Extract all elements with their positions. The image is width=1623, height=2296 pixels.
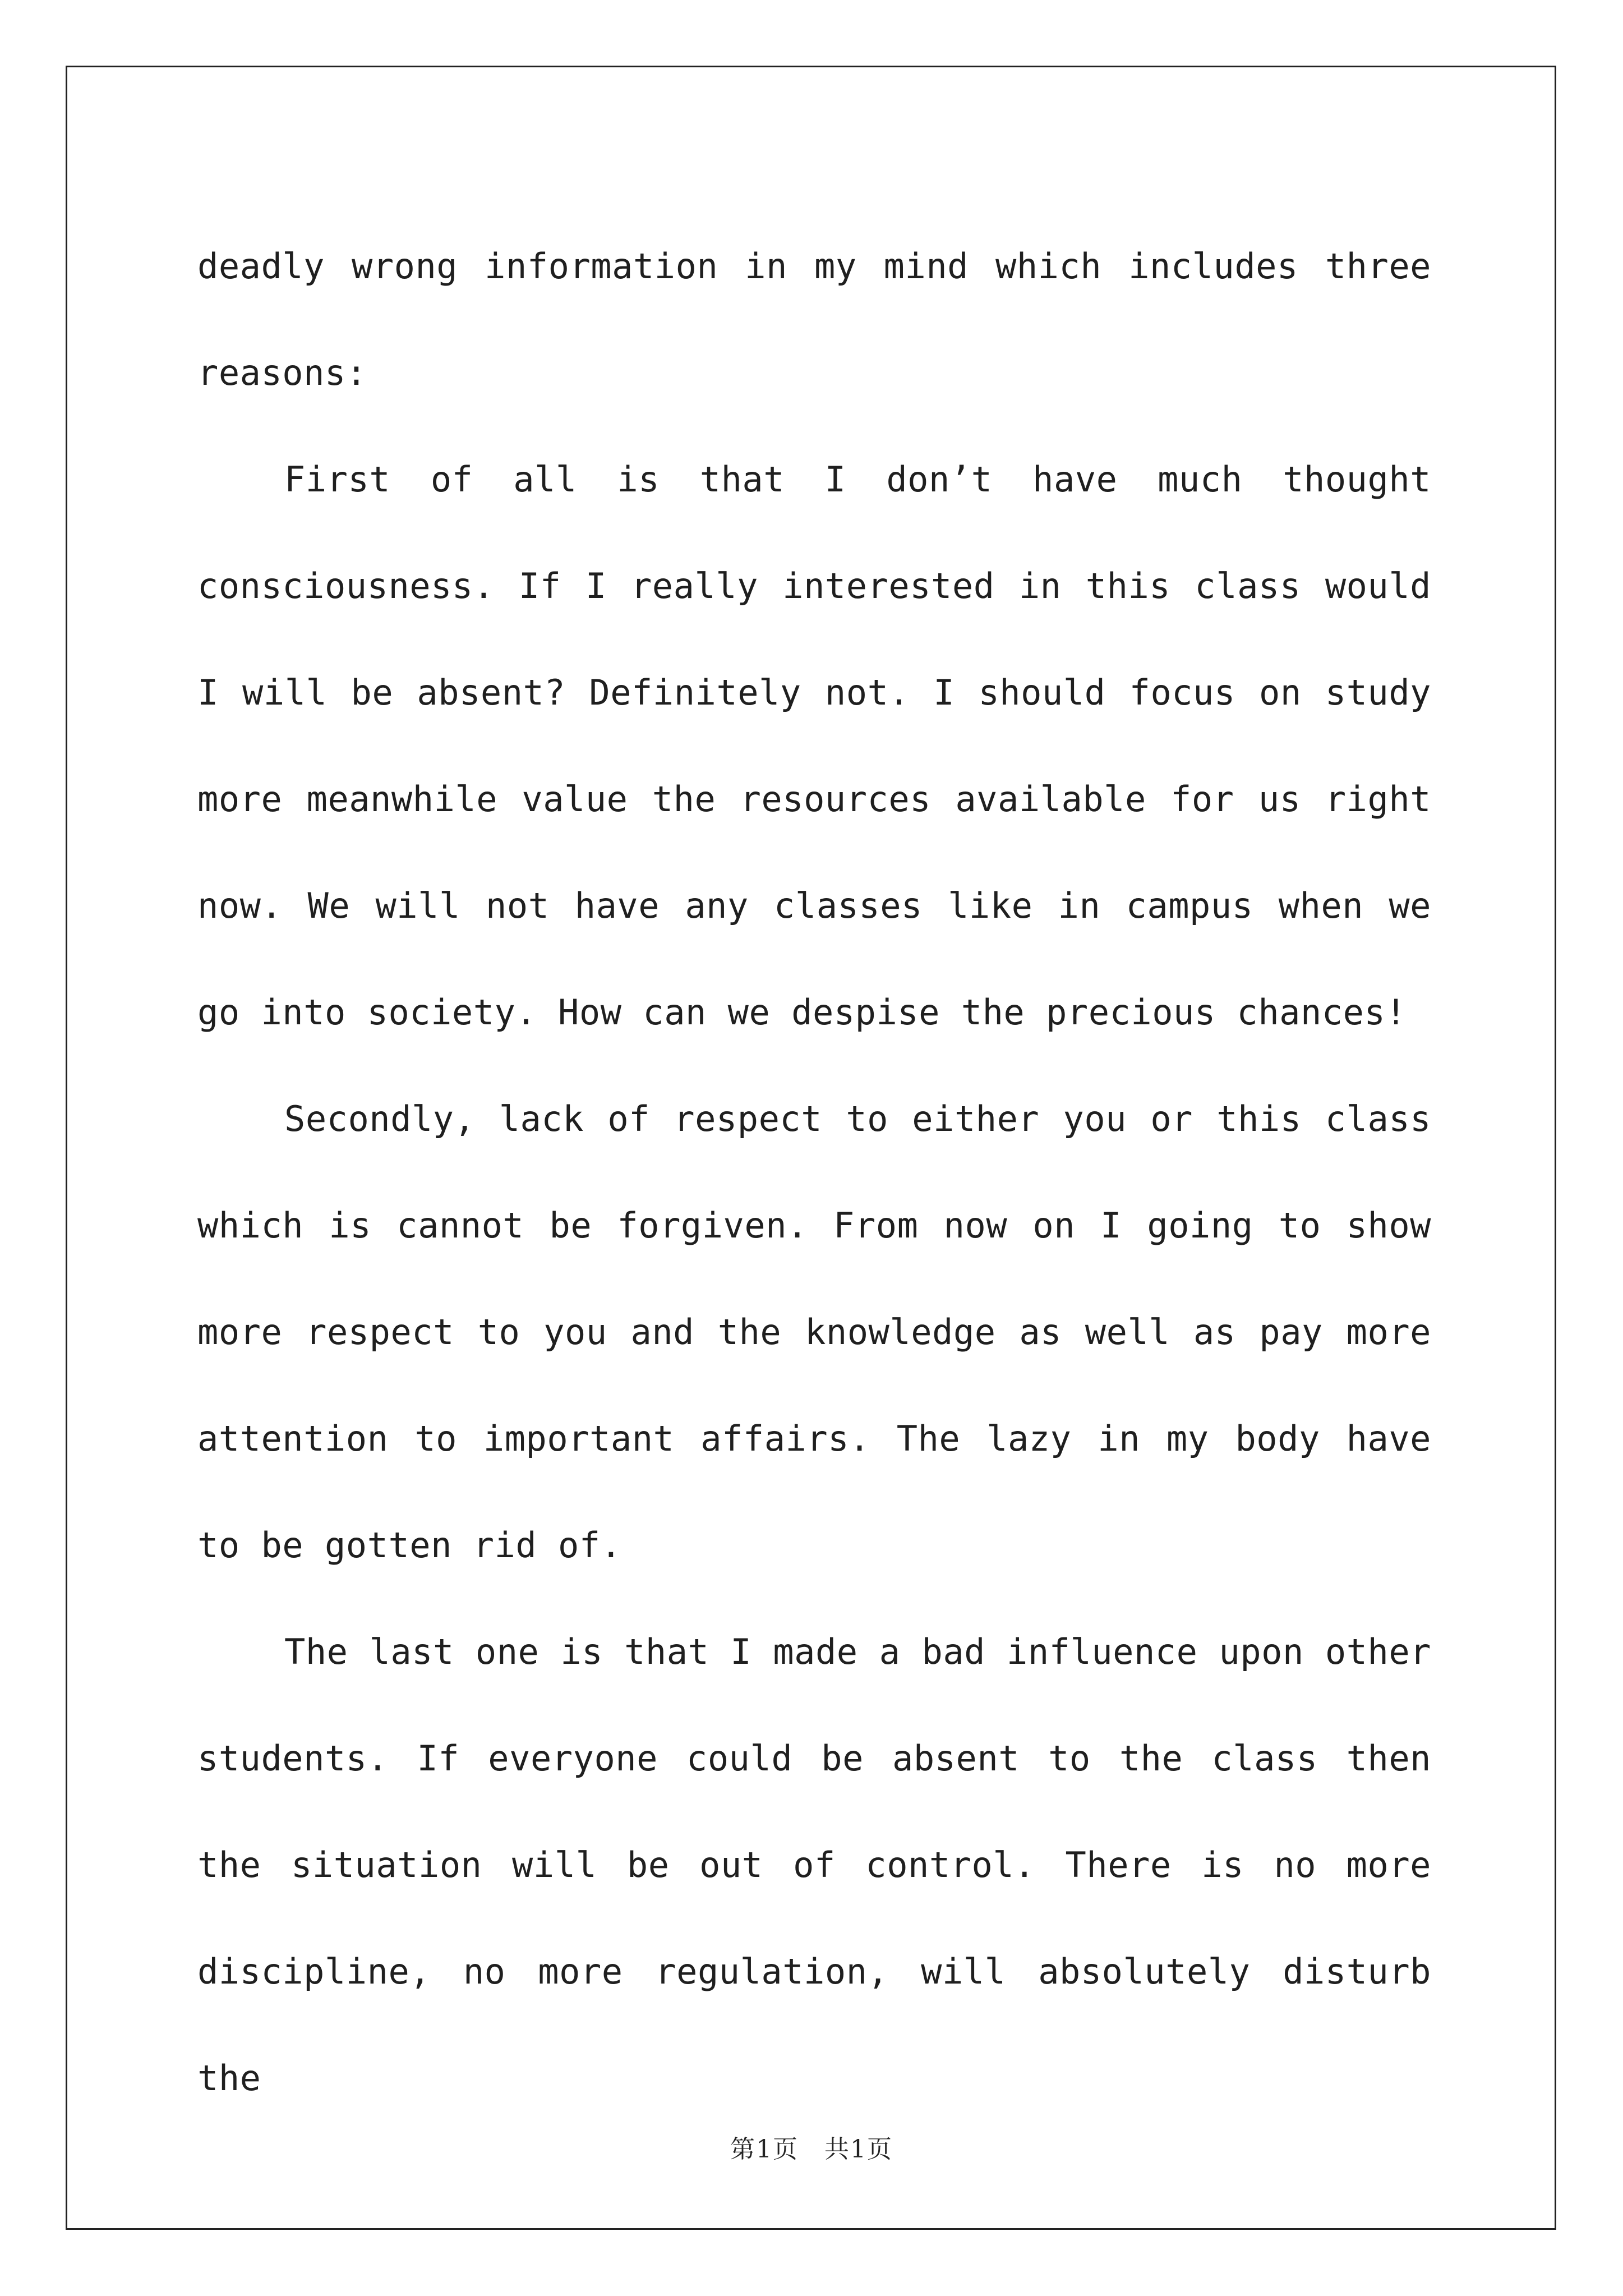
paragraph-second-reason: Secondly, lack of respect to either you or this class which is cannot be forgiven. From now on I going to show more respect to you and the knowledge as well as pay more attention to important affairs. The lazy in my body have to be gotten rid of. [197,1098,1431,1566]
paragraph-first-reason: First of all is that I don’t have much thought consciousness. If I really interested in this class would I will be absent? Definitely not. I should focus on study more meanwhile value the resources available for us right now. We will not have any classes like in campus when we go into society. How can we despise the precious chances! [197,459,1431,1033]
paragraph-continuation: deadly wrong information in my mind which includes three reasons: [197,246,1431,393]
page-number-footer: 第1页 共1页 [730,2135,893,2164]
document-body [197,213,1431,2132]
paragraph-third-reason: The last one is that I made a bad influence upon other students. If everyone could be absent to the class then the situation will be out of control. There is no more discipline, no more regulation, will absolutely disturb the [197,1631,1431,2099]
